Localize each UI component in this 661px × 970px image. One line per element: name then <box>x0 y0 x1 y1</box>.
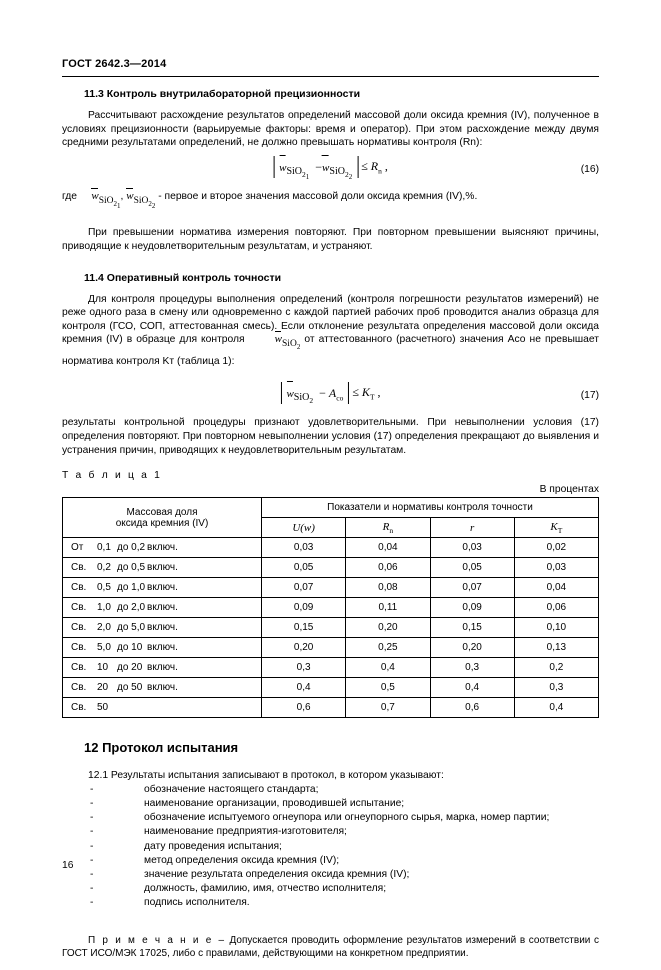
table-row <box>63 618 599 638</box>
note-label: П р и м е ч а н и е – <box>88 934 226 946</box>
table-cell-value: 0,04 <box>346 538 430 558</box>
list-item-dash: - <box>90 812 94 824</box>
table-row <box>63 658 599 678</box>
heading-12: 12 Протокол испытания <box>84 740 239 756</box>
paragraph-11-4-1a <box>62 293 599 369</box>
table-cell-value: 0,15 <box>262 618 346 638</box>
list-item-dash: - <box>90 854 94 866</box>
table-cell-value: 0,7 <box>346 698 430 718</box>
list-item-label: обозначение настоящего стандарта; <box>144 783 319 795</box>
paragraph-11-3-2: При превышении норматива измерения повторяют. При повторном превышении выясняют причины, приводящие к неудовлетворительным результатам, и устраняют. <box>62 227 599 252</box>
table-cell-value: 0,09 <box>430 598 514 618</box>
table-cell-value: 0,03 <box>430 538 514 558</box>
list-item-dash: - <box>90 783 94 795</box>
paragraph-11-4-1a-text: Для контроля процедуры выполнения определений (контроля погрешности результатов измерений) не реже одного раза в смену или одновременно с каждой партией рабочих проб проводится анализ образца для контроля (ГСО, СОП, аттестованная смесь). Если отклонение результата определения массовой доли оксида кремния (IV) в образце для контроля <box>62 293 599 346</box>
table-cell-range: Св. 1,0 до 2,0 включ. <box>63 598 262 618</box>
formula-17-expression: $w_{SiO_2} - A_{со}$ ≤ $K_Т$ , <box>280 382 380 404</box>
table-cell-range: От 0,1 до 0,2 включ. <box>63 538 262 558</box>
list-item <box>62 783 599 797</box>
table-cell-value: 0,3 <box>430 658 514 678</box>
list-item-dash: - <box>90 826 94 838</box>
list-item-label: должность, фамилию, имя, отчество исполнителя; <box>144 883 387 895</box>
table-cell-value: 0,4 <box>514 698 598 718</box>
table-cell-value: 0,13 <box>514 638 598 658</box>
table-cell-value: 0,4 <box>430 678 514 698</box>
table-header-rn: $R_n$ <box>346 518 430 538</box>
table-row <box>63 558 599 578</box>
table-header-row-1 <box>63 498 599 518</box>
table-cell-value: 0,6 <box>262 698 346 718</box>
table-cell-range: Св. 20 до 50 включ. <box>63 678 262 698</box>
table-cell-value: 0,06 <box>346 558 430 578</box>
formula-16-number: (16) <box>580 163 599 175</box>
list-item-label: метод определения оксида кремния (IV); <box>144 854 340 866</box>
table-cell-range: Св. 0,2 до 0,5 включ. <box>63 558 262 578</box>
symbol-w-sio2: wSiO$_2$ <box>274 333 301 352</box>
formula-16-expression: $w_{SiO_{21}} -w_{SiO_{22}}$ ≤ $R_n$ , <box>273 156 388 178</box>
list-item-dash: - <box>90 840 94 852</box>
list-item-dash: - <box>90 798 94 809</box>
table-cell-value: 0,3 <box>262 658 346 678</box>
formula-17-number: (17) <box>580 390 599 402</box>
list-item-label: значение результата определения оксида кремния (IV); <box>144 869 410 881</box>
table-cell-value: 0,15 <box>430 618 514 638</box>
table-cell-value: 0,03 <box>514 558 598 578</box>
table-cell-range: Св. 0,5 до 1,0 включ. <box>63 578 262 598</box>
protocol-items-list <box>62 783 599 911</box>
table-row <box>63 698 599 718</box>
table-cell-value: 0,20 <box>346 618 430 638</box>
table-cell-value: 0,4 <box>346 658 430 678</box>
list-item <box>62 840 599 854</box>
paragraph-11-3-1: Рассчитывают расхождение результатов определений массовой доли оксида кремния (IV), полученное в условиях прецизионности (варьируемые факторы: время и оператор). При этом расхождение между двумя средними результатами определений, не должно превышать нормативы контроля (Rn): <box>62 110 599 149</box>
list-item-dash: - <box>90 897 94 909</box>
table-cell-range: Св. 5,0 до 10 включ. <box>63 638 262 658</box>
symbol-w-sio2-1: wSiO$_{21}$ <box>91 189 121 210</box>
table-cell-value: 0,2 <box>514 658 598 678</box>
table-caption: Т а б л и ц а 1 <box>62 470 163 482</box>
table-cell-value: 0,08 <box>346 578 430 598</box>
table-cell-value: 0,25 <box>346 638 430 658</box>
table-header-uw: U(w) <box>262 518 346 538</box>
table-cell-value: 0,03 <box>262 538 346 558</box>
table-cell-value: 0,06 <box>514 598 598 618</box>
list-item-dash: - <box>90 883 94 895</box>
symbol-w-sio2-2: wSiO$_{22}$ <box>126 189 156 210</box>
table-units-label: В процентах <box>539 484 599 496</box>
where-label: где <box>62 190 78 202</box>
list-item-dash: - <box>90 869 94 881</box>
header-divider <box>62 76 599 77</box>
list-item <box>62 825 599 839</box>
table-cell-value: 0,5 <box>346 678 430 698</box>
table-row <box>63 638 599 658</box>
table-cell-value: 0,04 <box>514 578 598 598</box>
paragraph-12-1: 12.1 Результаты испытания записывают в протокол, в котором указывают: <box>88 770 444 782</box>
formula-16 <box>62 156 599 186</box>
where-text: - первое и второе значения массовой доли оксида кремния (IV),%. <box>158 190 478 202</box>
table-cell-value: 0,6 <box>430 698 514 718</box>
list-item <box>62 896 599 910</box>
list-item-label: дату проведения испытания; <box>144 840 282 852</box>
table-row <box>63 538 599 558</box>
table-cell-range: Св. 2,0 до 5,0 включ. <box>63 618 262 638</box>
table-cell-value: 0,05 <box>262 558 346 578</box>
table-cell-value: 0,02 <box>514 538 598 558</box>
note-text: Допускается проводить оформление результатов измерений в соответствии с ГОСТ ИСО/МЭК 17025, либо с правилами, действующими на конкретном предприятии. <box>62 934 600 960</box>
formula-17 <box>62 382 599 412</box>
heading-11-3: 11.3 Контроль внутрилабораторной прецизионности <box>84 88 361 100</box>
table-header-mass-fraction <box>63 498 262 538</box>
table-cell-value: 0,09 <box>262 598 346 618</box>
table-cell-value: 0,20 <box>430 638 514 658</box>
table-cell-value: 0,10 <box>514 618 598 638</box>
table-header-mass-fraction-line1: Массовая доля <box>126 506 198 518</box>
list-item-label: подпись исполнителя. <box>144 897 250 909</box>
list-item-label: наименование предприятия-изготовителя; <box>144 826 347 838</box>
table-header-group: Показатели и нормативы контроля точности <box>262 498 599 518</box>
table-header-r: r <box>430 518 514 538</box>
table-header-mass-fraction-line2: оксида кремния (IV) <box>115 517 209 529</box>
table-cell-value: 0,07 <box>262 578 346 598</box>
table-cell-value: 0,07 <box>430 578 514 598</box>
table-cell-value: 0,20 <box>262 638 346 658</box>
table-row <box>63 598 599 618</box>
table-row <box>63 678 599 698</box>
table-cell-range: Св. 50 <box>63 698 262 718</box>
table-cell-range: Св. 10 до 20 включ. <box>63 658 262 678</box>
table-cell-value: 0,3 <box>514 678 598 698</box>
page-content <box>62 88 599 970</box>
table-body <box>63 538 599 718</box>
table-cell-value: 0,4 <box>262 678 346 698</box>
list-item-label: обозначение испытуемого огнеупора или огнеупорного сырья, марка, номер партии; <box>144 812 550 824</box>
heading-11-4: 11.4 Оперативный контроль точности <box>84 271 282 284</box>
paragraph-11-4-1b-text: от аттестованного (расчетного) значения Aсо не превышает норматива контроля Kт (таблица 1): <box>62 334 599 367</box>
page-number: 16 <box>62 860 74 871</box>
list-item <box>62 868 599 882</box>
note-block <box>62 934 599 961</box>
table-cell-value: 0,11 <box>346 598 430 618</box>
list-item <box>62 811 599 825</box>
table-header-kt: $K_Т$ <box>514 518 598 538</box>
precision-control-table <box>62 497 599 718</box>
list-item <box>62 882 599 896</box>
where-clause-11-3: где wSiO$_{21}$, wSiO$_{22}$ - первое и второе значения массовой доли оксида кремния (IV),%. <box>62 190 599 214</box>
table-row <box>63 578 599 598</box>
running-header-standard: ГОСТ 2642.3—2014 <box>62 58 167 70</box>
list-item <box>62 854 599 868</box>
list-item-label: наименование организации, проводившей испытание; <box>144 798 405 809</box>
list-item <box>62 797 599 811</box>
paragraph-11-4-2: результаты контрольной процедуры признают удовлетворительными. При невыполнении условия (17) определения повторяют. При повторном невыполнении условия (17) определения прекращают до выявления и устранения причин, приводящих к неудовлетворительным результатам. <box>62 417 599 456</box>
table-cell-value: 0,05 <box>430 558 514 578</box>
